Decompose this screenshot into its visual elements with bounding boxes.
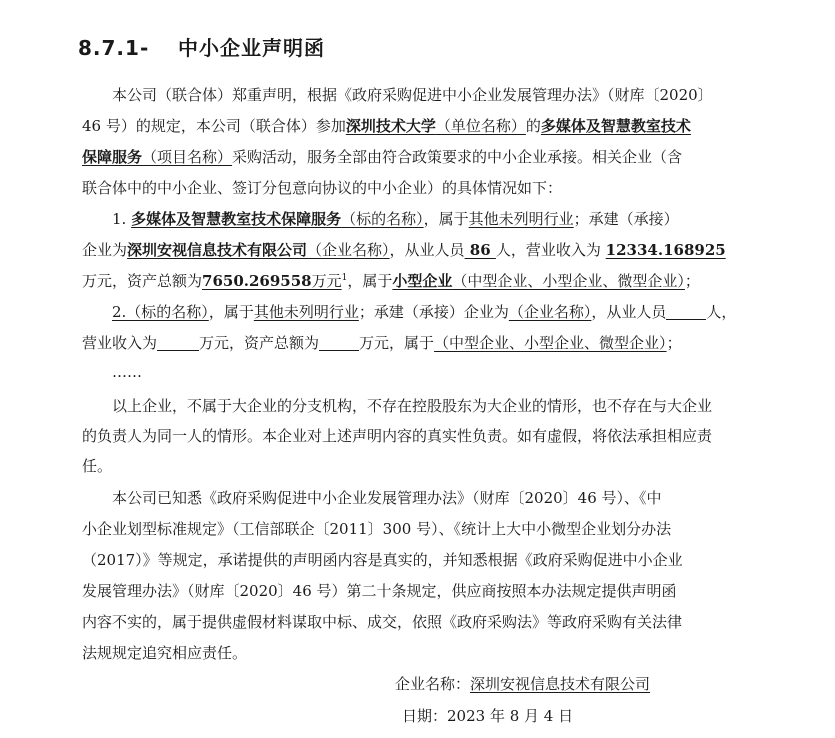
- revenue-value: 12334.168925: [605, 241, 726, 259]
- project-name-part2: 保障服务: [82, 148, 143, 166]
- signature-date: 日期：2023 年 8 月 4 日: [402, 707, 574, 725]
- para3-line-4: 发展管理办法》（财库〔2020〕46 号）第二十条规定，供应商按照本办法规定提供声明函: [82, 582, 677, 600]
- revenue-blank: [157, 335, 199, 351]
- footnote-marker: 1: [341, 273, 348, 283]
- section-heading: [78, 32, 325, 61]
- project-name-part1: 多媒体及智慧教室技术: [540, 117, 691, 135]
- para3-line-6: 法规规定追究相应责任。: [82, 644, 248, 662]
- para2-line-1: 以上企业，不属于大企业的分支机构，不存在控股股东为大企业的情形，也不存在与大企业: [112, 397, 713, 415]
- para2-line-3: 任。: [82, 457, 113, 475]
- signature-company: 企业名称：深圳安视信息技术有限公司: [395, 675, 651, 693]
- item1-line-2: 企业为深圳安视信息技术有限公司（企业名称），从业人员 86 人，营业收入为 12334.168925: [82, 241, 726, 259]
- para3-line-5: 内容不实的，属于提供虚假材料谋取中标、成交，依照《政府采购法》等政府采购有关法律: [82, 613, 683, 631]
- intro-line-4: 联合体中的中小企业、签订分包意向协议的中小企业）的具体情况如下：: [82, 179, 563, 197]
- item2-line-2: 营业收入为 万元，资产总额为 万元，属于（中型企业、小型企业、微型企业）；: [82, 334, 682, 352]
- item1-line-1: 1. 多媒体及智慧教室技术保障服务（标的名称），属于其他未列明行业；承建（承接）: [112, 210, 679, 228]
- para3-line-2: 小企业划型标准规定》（工信部联企〔2011〕300 号）、《统计上大中小微型企业划分办法: [82, 520, 672, 538]
- item1-line-3: 万元，资产总额为7650.269558万元$^1$，属于小型企业（中型企业、小型企业、微型企业）；: [82, 272, 700, 290]
- lot-name: 多媒体及智慧教室技术保障服务: [131, 210, 342, 228]
- intro-line-2: 46 号）的规定，本公司（联合体）参加深圳技术大学（单位名称）的多媒体及智慧教室技术: [82, 117, 691, 135]
- buyer-name: 深圳技术大学: [345, 117, 436, 135]
- item2-line-1: 2.（标的名称），属于其他未列明行业；承建（承接）企业为（企业名称），从业人员 人，: [112, 303, 737, 321]
- para2-line-2: 的负责人为同一人的情形。本企业对上述声明内容的真实性负责。如有虚假，将依法承担相应责: [82, 427, 713, 445]
- section-title: 中小企业声明函: [178, 36, 325, 60]
- staff-count: 86: [464, 241, 496, 259]
- para3-line-1: 本公司已知悉《政府采购促进中小企业发展管理办法》（财库〔2020〕46 号）、《中: [112, 489, 662, 507]
- company-name: 深圳安视信息技术有限公司: [127, 241, 308, 259]
- assets-value: 7650.269558: [202, 272, 312, 290]
- ellipsis: ……: [112, 363, 142, 381]
- intro-line-1: 本公司（联合体）郑重声明，根据《政府采购促进中小企业发展管理办法》（财库〔2020〕: [112, 86, 713, 104]
- staff-blank: [666, 304, 706, 320]
- para3-line-3: （2017）》等规定，承诺提供的声明函内容是真实的，并知悉根据《政府采购促进中小企业: [82, 551, 683, 569]
- signature-company-name: 深圳安视信息技术有限公司: [470, 675, 651, 693]
- assets-blank: [319, 335, 359, 351]
- enterprise-size: 小型企业: [392, 272, 453, 290]
- intro-line-3: 保障服务（项目名称）采购活动，服务全部由符合政策要求的中小企业承接。相关企业（含: [82, 148, 683, 166]
- section-number: 8.7.1-: [78, 36, 150, 60]
- signature-date-value: 2023 年 8 月 4 日: [447, 707, 574, 725]
- industry: 其他未列明行业: [468, 210, 574, 228]
